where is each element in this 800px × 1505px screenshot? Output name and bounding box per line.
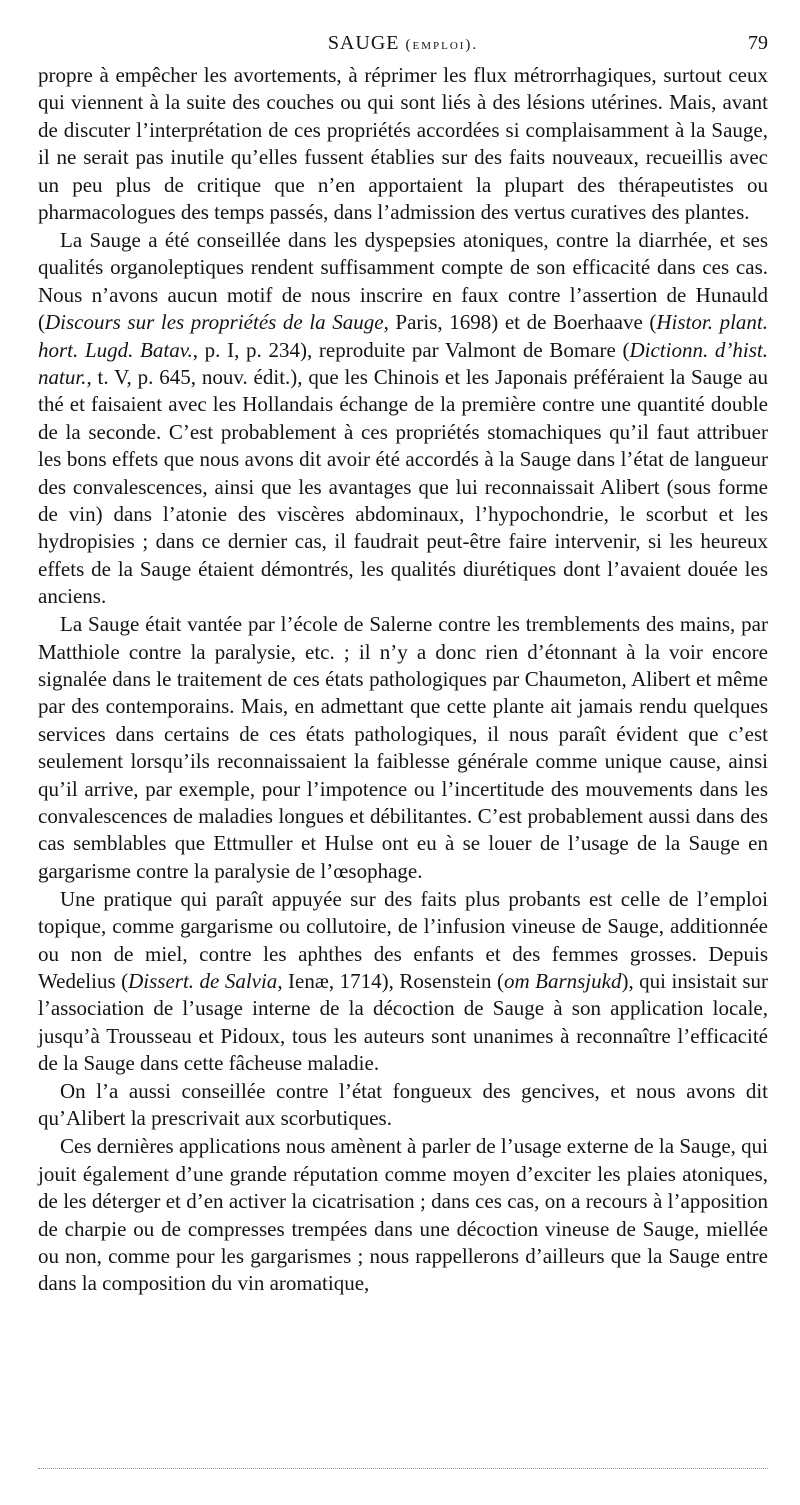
running-title-subtitle: (emploi).	[405, 37, 479, 53]
page-body	[38, 62, 768, 1298]
page-header	[38, 26, 768, 60]
text-run: Ces dernières applications nous amènent à parler de l’usage externe de la Sauge, qui jouit également d’une grande réputation comme moyen d’exciter les plaies atoniques, de les déterger et d’en activer la cicatrisation ; dans ces cas, on a recours à l’apposition de charpie ou de compresses trempées dans une décoction vineuse de Sauge, miellée ou non, comme pour les gargarismes ; nous rappellerons d’ailleurs que la Sauge entre dans la composition du vin aromatique,	[38, 1134, 768, 1296]
paragraph	[38, 62, 768, 226]
text-run: , t. V, p. 645, nouv. édit.), que les Chinois et les Japonais préféraient la Sauge au thé et faisaient avec les Hollandais échange de la première contre une quantité double de la seconde. C’est probablement à ces propriétés stomachiques qu’il faut attribuer les bons effets que nous avons dit avoir été accordés à la Sauge dans l’état de langueur des convalescences, ainsi que les avantages que lui reconnaissait Alibert (sous forme de vin) dans l’atonie des viscères abdominaux, l’hypochondrie, le scorbut et les hydropisies ; dans ce dernier cas, il faudrait peut-être faire intervenir, si les heureux effets de la Sauge étaient démontrés, les qualités diurétiques dont l’avaient douée les anciens.	[38, 364, 768, 609]
paragraph	[38, 611, 768, 885]
text-run: , Paris, 1698) et de Boerhaave (	[383, 310, 657, 335]
page-number: 79	[748, 32, 768, 54]
text-run: ), qui insistait sur l’association de l’usage interne de la décoction de Sauge à son application locale, jusqu’à Trousseau et Pidoux, tous les auteurs sont unanimes à reconnaître l’efficacité de la Sauge dans cette fâcheuse maladie.	[38, 968, 768, 1076]
italic-citation: Histor. plant. hort. Lugd. Batav.	[38, 310, 768, 362]
paragraph	[38, 1078, 768, 1133]
text-run: , p. I, p. 234), reproduite par Valmont de Bomare (	[192, 337, 630, 362]
running-title-main: SAUGE	[327, 32, 400, 54]
running-title	[38, 26, 768, 62]
italic-citation: om Barnsjukd	[503, 968, 622, 993]
text-run: On l’a aussi conseillée contre l’état fongueux des gencives, et nous avons dit qu’Alibert la prescrivait aux scorbutiques.	[38, 1079, 768, 1131]
text-run: La Sauge était vantée par l’école de Salerne contre les tremblements des mains, par Matthiole contre la paralysie, etc. ; il n’y a donc rien d’étonnant à la voir encore signalée dans le traitement de ces états pathologiques par Chaumeton, Alibert et même par des contemporains. Mais, en admettant que cette plante ait jamais rendu quelques services dans certains de ces états pathologiques, il nous paraît évident que c’est seulement lorsqu’ils reconnaissaient la faiblesse générale comme unique cause, ainsi qu’il arrive, par exemple, pour l’impotence ou l’incertitude des mouvements dans les convalescences de maladies longues et débilitantes. C’est probablement aussi dans des cas semblables que Ettmuller et Hulse ont eu à se louer de l’usage de la Sauge en gargarisme contre la paralysie de l’œsophage.	[38, 612, 768, 883]
paragraph	[38, 227, 768, 611]
paragraph	[38, 886, 768, 1078]
text-run: , Ienæ, 1714), Rosenstein (	[277, 968, 504, 993]
footer-rule	[38, 1468, 768, 1469]
paragraph	[38, 1133, 768, 1297]
italic-citation: Discours sur les propriétés de la Sauge	[45, 310, 384, 335]
text-run: Une pratique qui paraît appuyée sur des faits plus probants est celle de l’emploi topique, comme gargarisme ou collutoire, de l’infusion vineuse de Sauge, additionnée ou non de miel, contre les aphthes des enfants et des femmes grosses. Depuis Wedelius (	[38, 886, 768, 993]
text-run: propre à empêcher les avortements, à réprimer les flux métrorrhagiques, surtout ceux qui viennent à la suite des couches ou qui sont liés à des lésions utérines. Mais, avant de discuter l’interprétation de ces propriétés accordées si complaisamment à la Sauge, il ne serait pas inutile qu’elles fussent établies sur des faits nouveaux, recueillis avec un peu plus de critique que n’en apportaient la plupart des thérapeutistes ou pharmacologues des temps passés, dans l’admission des vertus curatives des plantes.	[38, 63, 768, 225]
italic-citation: Dissert. de Salvia	[128, 968, 278, 993]
text-run: La Sauge a été conseillée dans les dyspepsies atoniques, contre la diarrhée, et ses qualités organoleptiques rendent suffisamment compte de son efficacité dans ces cas. Nous n’avons aucun motif de nous inscrire en faux contre l’assertion de Hunauld (	[38, 227, 768, 335]
italic-citation: Dictionn. d’hist. natur.	[38, 337, 768, 389]
